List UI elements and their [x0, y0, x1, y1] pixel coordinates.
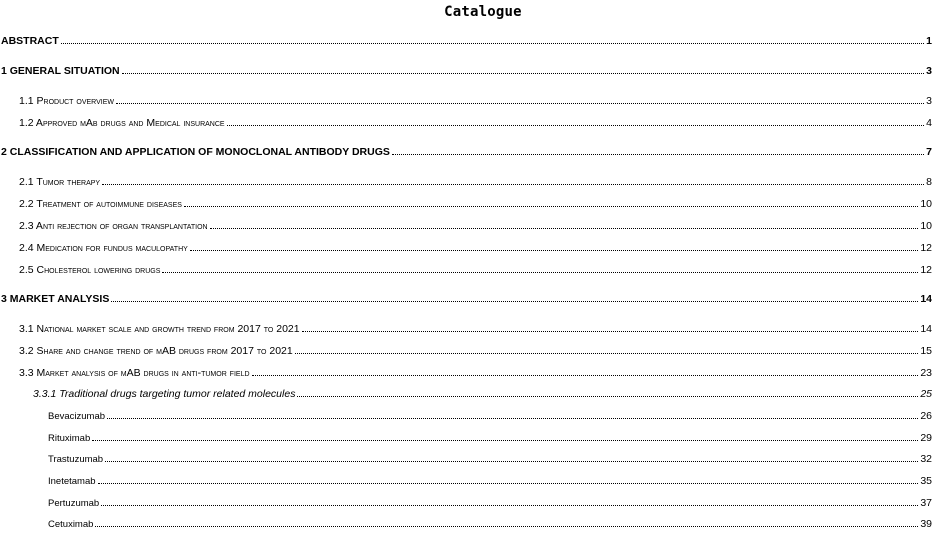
toc-entry-market-analysis[interactable]: [1, 293, 932, 309]
toc-leader-dots: [162, 272, 918, 273]
toc-leader-dots: [111, 301, 918, 302]
toc-leader-dots: [297, 396, 918, 397]
toc-page-number: 7: [926, 146, 932, 158]
toc-entry-organ-transplantation[interactable]: [19, 220, 932, 236]
toc-leader-dots: [101, 505, 918, 506]
toc-leader-dots: [184, 206, 918, 207]
toc-leader-dots: [392, 154, 924, 155]
toc-entry-text: Bevacizumab: [48, 411, 106, 422]
toc-page-number: 29: [920, 432, 932, 444]
toc-entry-text: Pertuzumab: [48, 498, 100, 509]
toc-entry-pertuzumab[interactable]: [48, 497, 932, 513]
toc-entry-autoimmune[interactable]: [19, 198, 932, 214]
toc-entry-text: 2.4 Medication for fundus maculopathy: [19, 242, 188, 254]
toc-entry-anti-tumor-field[interactable]: [19, 367, 932, 383]
toc-leader-dots: [302, 331, 919, 332]
toc-entry-text: 1.2 Approved mAb drugs and Medical insurance: [19, 117, 225, 129]
toc-page-number: 1: [926, 35, 932, 47]
toc-entry-trastuzumab[interactable]: [48, 453, 932, 469]
toc-page-number: 3: [926, 65, 932, 77]
toc-leader-dots: [122, 73, 925, 74]
toc-entry-text: 2.3 Anti rejection of organ transplantation: [19, 220, 208, 232]
toc-entry-text: Cetuximab: [48, 519, 94, 530]
toc-leader-dots: [107, 418, 918, 419]
toc-leader-dots: [210, 228, 919, 229]
toc-entry-text: ABSTRACT: [1, 35, 59, 47]
toc-page-number: 14: [920, 293, 932, 305]
toc-entry-rituximab[interactable]: [48, 432, 932, 448]
toc-leader-dots: [190, 250, 919, 251]
toc-entry-fundus-maculopathy[interactable]: [19, 242, 932, 258]
toc-entry-share-change-trend[interactable]: [19, 345, 932, 361]
toc-entry-text: 1.1 Product overview: [19, 95, 114, 107]
toc-entry-cetuximab[interactable]: [48, 518, 932, 534]
toc-entry-text: 2.5 Cholesterol lowering drugs: [19, 264, 161, 276]
toc-entry-text: Trastuzumab: [48, 454, 104, 465]
toc-page-number: 14: [920, 323, 932, 335]
toc-entry-text: 3 MARKET ANALYSIS: [1, 293, 110, 305]
toc-leader-dots: [105, 461, 918, 462]
toc-page-number: 10: [920, 198, 932, 210]
toc-page-number: 3: [926, 95, 932, 107]
toc-entry-product-overview[interactable]: [19, 95, 932, 111]
toc-page-number: 25: [920, 388, 932, 400]
toc-entry-text: Rituximab: [48, 433, 91, 444]
toc-leader-dots: [227, 125, 925, 126]
toc-page-number: 8: [926, 176, 932, 188]
toc-entry-classification[interactable]: [1, 146, 932, 162]
toc-entry-abstract[interactable]: [1, 35, 932, 51]
toc-entry-text: 2.2 Treatment of autoimmune diseases: [19, 198, 182, 210]
toc-page-number: 23: [920, 367, 932, 379]
toc-entry-text: 2 CLASSIFICATION AND APPLICATION OF MONOCLONAL ANTIBODY DRUGS: [1, 146, 390, 158]
toc-leader-dots: [98, 483, 919, 484]
toc-leader-dots: [102, 184, 924, 185]
toc-page-number: 12: [920, 264, 932, 276]
toc-entry-text: 1 GENERAL SITUATION: [1, 65, 120, 77]
toc-entry-approved-mab-drugs[interactable]: [19, 117, 932, 133]
toc-leader-dots: [92, 440, 918, 441]
toc-entry-text: 2.1 Tumor therapy: [19, 176, 101, 188]
toc-entry-text: 3.3.1 Traditional drugs targeting tumor related molecules: [33, 388, 296, 400]
toc-page-number: 26: [920, 410, 932, 422]
toc-entry-national-market[interactable]: [19, 323, 932, 339]
toc-entry-tumor-therapy[interactable]: [19, 176, 932, 192]
toc-leader-dots: [61, 43, 924, 44]
toc-entry-text: 3.2 Share and change trend of mAB drugs from 2017 to 2021: [19, 345, 293, 357]
toc-entry-text: 3.3 Market analysis of mAB drugs in anti-tumor field: [19, 367, 250, 379]
toc-page-number: 37: [920, 497, 932, 509]
toc-entry-text: Inetetamab: [48, 476, 96, 487]
toc-page-number: 12: [920, 242, 932, 254]
toc-leader-dots: [116, 103, 924, 104]
toc-page-number: 15: [920, 345, 932, 357]
toc-page-number: 10: [920, 220, 932, 232]
toc-entry-text: 3.1 National market scale and growth trend from 2017 to 2021: [19, 323, 300, 335]
toc-leader-dots: [295, 353, 919, 354]
toc-leader-dots: [252, 375, 919, 376]
toc-entry-traditional-drugs[interactable]: [33, 388, 932, 404]
page-title: Catalogue: [444, 4, 522, 20]
toc-entry-bevacizumab[interactable]: [48, 410, 932, 426]
toc-entry-inetetamab[interactable]: [48, 475, 932, 491]
toc-page-number: 4: [926, 117, 932, 129]
toc-entry-cholesterol[interactable]: [19, 264, 932, 280]
toc-page-number: 39: [920, 518, 932, 530]
toc-leader-dots: [95, 526, 918, 527]
toc-page-number: 32: [920, 453, 932, 465]
toc-entry-general-situation[interactable]: [1, 65, 932, 81]
toc-page-number: 35: [920, 475, 932, 487]
